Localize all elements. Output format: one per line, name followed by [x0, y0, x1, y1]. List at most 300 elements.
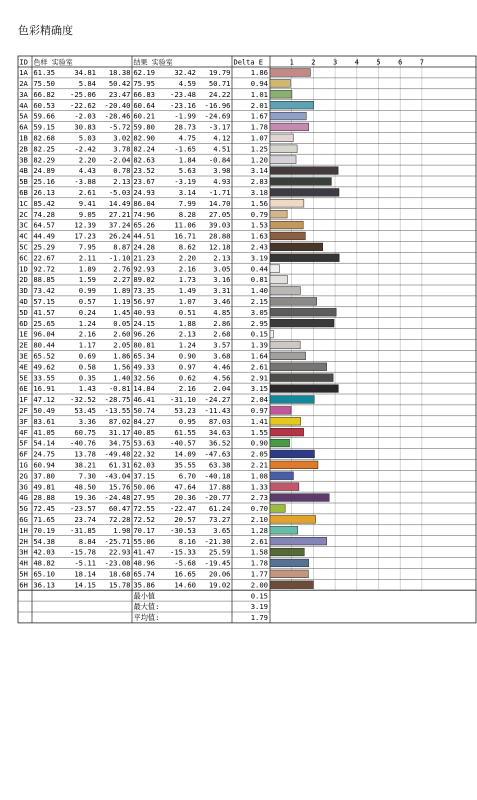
- delta-e-value: 2.61: [250, 362, 268, 372]
- target-lab-value: 48.82: [33, 558, 55, 568]
- row-id: 6C: [19, 253, 28, 263]
- result-lab-value: 27.95: [133, 493, 155, 503]
- target-lab-value: 71.65: [33, 515, 55, 524]
- target-lab-value: 50.42: [108, 79, 131, 88]
- target-lab-value: 37.80: [33, 471, 55, 481]
- row-id: 3B: [19, 155, 28, 165]
- delta-e-bar: [270, 548, 304, 556]
- target-lab-value: 9.41: [78, 198, 96, 208]
- delta-e-value: 0.97: [250, 406, 268, 415]
- result-lab-value: -11.43: [204, 406, 231, 415]
- result-lab-value: 50.74: [133, 406, 155, 415]
- delta-e-value: 1.78: [250, 558, 268, 568]
- target-lab-value: 25.29: [33, 242, 55, 252]
- target-lab-value: 22.93: [108, 547, 131, 557]
- target-lab-value: 74.28: [33, 209, 55, 219]
- delta-e-value: 1.58: [250, 547, 268, 557]
- result-lab-value: 1.73: [178, 275, 196, 285]
- delta-e-value: 3.14: [250, 166, 268, 176]
- delta-e-bar: [270, 123, 309, 131]
- delta-e-value: 1.86: [250, 68, 268, 78]
- row-id: 6E: [19, 384, 28, 394]
- result-lab-value: -21.30: [204, 536, 231, 546]
- target-lab-value: -15.78: [70, 547, 96, 557]
- target-lab-value: -23.08: [104, 558, 131, 568]
- row-id: 3D: [19, 286, 28, 296]
- row-id: 3H: [19, 547, 28, 557]
- result-lab-value: 28.73: [174, 122, 196, 132]
- delta-e-value: 1.39: [250, 340, 268, 350]
- target-lab-value: 49.81: [33, 482, 55, 492]
- result-lab-value: 4.59: [178, 79, 196, 88]
- target-lab-value: 2.13: [113, 177, 131, 187]
- result-lab-value: -1.99: [174, 111, 196, 121]
- result-lab-value: 24.22: [208, 89, 231, 99]
- result-lab-value: 0.95: [178, 416, 196, 426]
- delta-e-value: 2.91: [250, 373, 268, 383]
- summary-value: 1.79: [250, 613, 268, 623]
- result-lab-value: 3.05: [213, 264, 231, 274]
- delta-e-bar: [270, 69, 310, 77]
- delta-e-value: 2.21: [250, 460, 268, 470]
- target-lab-value: 23.74: [74, 515, 96, 524]
- result-lab-value: 1.88: [178, 318, 196, 328]
- delta-e-bar: [270, 417, 301, 425]
- result-lab-value: 1.84: [178, 155, 196, 165]
- target-lab-value: 64.57: [33, 220, 55, 230]
- target-lab-value: 1.17: [78, 340, 96, 350]
- target-lab-value: 82.68: [33, 133, 55, 143]
- result-lab-value: 19.02: [208, 580, 231, 590]
- result-lab-value: 5.63: [178, 166, 196, 176]
- target-lab-value: -25.06: [70, 89, 96, 99]
- result-lab-value: 14.70: [208, 198, 231, 208]
- target-lab-value: 1.45: [113, 307, 131, 317]
- delta-e-value: 3.15: [250, 384, 268, 394]
- target-lab-value: 8.87: [113, 242, 131, 252]
- target-lab-value: 5.84: [78, 79, 96, 88]
- delta-e-bar: [270, 232, 305, 240]
- row-id: 3G: [19, 482, 28, 492]
- result-lab-value: 2.13: [213, 253, 231, 263]
- result-lab-value: 75.95: [133, 79, 155, 88]
- result-lab-value: 74.96: [133, 209, 155, 219]
- result-lab-value: -40.57: [170, 438, 196, 448]
- result-lab-value: 61.24: [208, 504, 231, 514]
- target-lab-value: 25.65: [33, 318, 55, 328]
- target-lab-value: -23.57: [70, 504, 96, 514]
- delta-e-value: 3.19: [250, 253, 268, 263]
- delta-e-bar: [270, 407, 291, 415]
- target-lab-value: 5.03: [78, 133, 96, 143]
- target-lab-value: -1.10: [108, 253, 131, 263]
- delta-e-value: 0.90: [250, 438, 268, 448]
- delta-e-bar: [270, 472, 293, 480]
- delta-e-bar: [270, 450, 314, 458]
- target-lab-value: 47.12: [33, 395, 55, 405]
- target-lab-value: 3.36: [78, 416, 96, 426]
- result-lab-value: 7.99: [178, 198, 196, 208]
- delta-e-bar: [270, 570, 308, 578]
- result-lab-value: 3.57: [213, 340, 231, 350]
- result-lab-value: -1.65: [174, 144, 196, 154]
- result-lab-value: 46.41: [133, 395, 155, 405]
- target-lab-value: 53.45: [74, 406, 96, 415]
- delta-e-value: 3.05: [250, 307, 268, 317]
- result-lab-value: -31.10: [170, 395, 196, 405]
- result-lab-value: 25.59: [208, 547, 231, 557]
- delta-e-value: 2.05: [250, 449, 268, 459]
- target-lab-value: 0.05: [113, 318, 131, 328]
- target-lab-value: 2.11: [78, 253, 96, 263]
- target-lab-value: 87.02: [108, 416, 131, 426]
- delta-e-value: 1.40: [250, 286, 268, 296]
- delta-e-bar: [270, 483, 299, 491]
- result-lab-value: 4.93: [213, 177, 231, 187]
- target-lab-value: 9.05: [78, 209, 96, 219]
- result-lab-value: 60.64: [133, 100, 155, 110]
- target-lab-value: 73.42: [33, 286, 55, 296]
- result-lab-value: 2.86: [213, 318, 231, 328]
- target-lab-value: 30.83: [74, 122, 96, 132]
- result-lab-value: 24.15: [133, 318, 155, 328]
- delta-e-bar: [270, 428, 304, 436]
- target-lab-value: 1.86: [113, 351, 131, 361]
- target-lab-value: 26.13: [33, 188, 55, 197]
- result-lab-value: 4.12: [213, 133, 231, 143]
- target-lab-value: 24.75: [33, 449, 55, 459]
- result-lab-value: 4.56: [213, 373, 231, 383]
- target-lab-value: 34.81: [74, 68, 96, 78]
- target-lab-value: 65.52: [33, 351, 55, 361]
- result-lab-value: 65.34: [133, 351, 155, 361]
- result-lab-value: -0.84: [208, 155, 231, 165]
- target-lab-value: 59.66: [33, 111, 55, 121]
- result-lab-value: 27.05: [208, 209, 231, 219]
- result-lab-value: 24.28: [133, 242, 155, 252]
- row-id: 4H: [19, 558, 28, 568]
- target-lab-value: 33.55: [33, 373, 55, 383]
- target-lab-value: 23.47: [108, 89, 131, 99]
- target-lab-value: 0.57: [78, 297, 96, 306]
- row-id: 1F: [19, 395, 28, 405]
- target-lab-value: 61.35: [33, 68, 55, 78]
- delta-e-value: 1.67: [250, 111, 268, 121]
- result-lab-value: 8.28: [178, 209, 196, 219]
- target-lab-value: 37.24: [108, 220, 131, 230]
- row-id: 1A: [19, 68, 28, 78]
- delta-e-bar: [270, 112, 306, 120]
- result-lab-value: 1.07: [178, 297, 196, 306]
- delta-e-bar: [270, 537, 327, 545]
- delta-e-value: 1.25: [250, 144, 268, 154]
- result-lab-value: 37.15: [133, 471, 155, 481]
- result-lab-value: 2.13: [178, 329, 196, 339]
- target-lab-value: 2.61: [78, 188, 96, 197]
- target-lab-value: -28.46: [104, 111, 131, 121]
- target-lab-value: -2.42: [74, 144, 96, 154]
- delta-e-value: 1.77: [250, 569, 268, 579]
- delta-e-bar: [270, 243, 323, 251]
- result-lab-value: 80.81: [133, 340, 155, 350]
- delta-e-bar: [270, 134, 293, 142]
- delta-e-value: 1.55: [250, 427, 268, 437]
- target-lab-value: 1.89: [113, 286, 131, 296]
- target-lab-value: 19.36: [74, 493, 96, 503]
- delta-e-bar: [270, 101, 314, 109]
- result-lab-value: 92.93: [133, 264, 155, 274]
- result-lab-value: 84.27: [133, 416, 155, 426]
- delta-e-bar: [270, 287, 300, 295]
- result-lab-value: -20.77: [204, 493, 231, 503]
- result-lab-value: 53.23: [174, 406, 196, 415]
- target-lab-value: 70.19: [33, 525, 55, 535]
- target-lab-value: -28.75: [104, 395, 131, 405]
- row-id: 2G: [19, 471, 28, 481]
- result-lab-value: 87.03: [208, 416, 231, 426]
- target-lab-value: 60.53: [33, 100, 55, 110]
- target-lab-value: 50.49: [33, 406, 55, 415]
- target-lab-value: 1.59: [78, 275, 96, 285]
- result-lab-value: 96.26: [133, 329, 155, 339]
- row-id: 4D: [19, 297, 28, 306]
- target-lab-value: 83.61: [33, 416, 55, 426]
- row-id: 6B: [19, 188, 28, 197]
- summary-label: 平均值:: [133, 613, 160, 623]
- result-lab-value: 11.06: [174, 220, 196, 230]
- result-lab-value: 50.06: [133, 482, 155, 492]
- result-lab-value: 3.65: [213, 525, 231, 535]
- result-lab-value: 0.51: [178, 307, 196, 317]
- row-id: 4G: [19, 493, 28, 503]
- delta-e-value: 1.78: [250, 122, 268, 132]
- result-lab-value: 0.90: [178, 351, 196, 361]
- result-lab-value: -3.17: [208, 122, 231, 132]
- result-lab-value: 0.62: [178, 373, 196, 383]
- delta-e-value: 1.33: [250, 482, 268, 492]
- scale-tick-label: 7: [419, 58, 425, 67]
- header-target: 色样 实验室: [33, 58, 73, 67]
- row-id: 2F: [19, 406, 28, 415]
- result-lab-value: 23.67: [133, 177, 155, 187]
- result-lab-value: 66.83: [133, 89, 155, 99]
- result-lab-value: 4.85: [213, 307, 231, 317]
- target-lab-value: -22.62: [70, 100, 96, 110]
- result-lab-value: 82.24: [133, 144, 155, 154]
- target-lab-value: 59.15: [33, 122, 55, 132]
- delta-e-value: 0.79: [250, 209, 268, 219]
- delta-e-value: 1.64: [250, 351, 268, 361]
- summary-value: 0.15: [250, 591, 268, 601]
- target-lab-value: 60.75: [74, 427, 96, 437]
- result-lab-value: 65.26: [133, 220, 155, 230]
- header-result: 结果 实验室: [133, 58, 173, 67]
- result-lab-value: 3.14: [178, 188, 196, 197]
- delta-e-value: 3.18: [250, 188, 268, 197]
- row-id: 5E: [19, 373, 28, 383]
- delta-e-value: 2.83: [250, 177, 268, 187]
- result-lab-value: 72.55: [133, 504, 155, 514]
- result-lab-value: 20.36: [174, 493, 196, 503]
- result-lab-value: 20.57: [174, 515, 196, 524]
- row-id: 2D: [19, 275, 28, 285]
- row-id: 3F: [19, 416, 28, 426]
- delta-e-bar: [270, 221, 303, 229]
- result-lab-value: -47.63: [204, 449, 231, 459]
- delta-e-value: 1.28: [250, 525, 268, 535]
- delta-e-bar: [270, 374, 333, 382]
- result-lab-value: 39.03: [208, 220, 231, 230]
- result-lab-value: 3.31: [213, 286, 231, 296]
- row-id: 5G: [19, 504, 28, 514]
- target-lab-value: 22.67: [33, 253, 55, 263]
- result-lab-value: 21.23: [133, 253, 155, 263]
- result-lab-value: 28.88: [208, 231, 231, 241]
- result-lab-value: 2.68: [213, 329, 231, 339]
- delta-e-bar: [270, 210, 287, 218]
- target-lab-value: 75.50: [33, 79, 55, 88]
- result-lab-value: -16.96: [204, 100, 231, 110]
- result-lab-value: 50.71: [208, 79, 231, 88]
- target-lab-value: -43.04: [104, 471, 131, 481]
- delta-e-bar: [270, 145, 297, 153]
- row-id: 5H: [19, 569, 28, 579]
- result-lab-value: 62.03: [133, 460, 155, 470]
- target-lab-value: 72.28: [108, 515, 131, 524]
- target-lab-value: 7.30: [78, 471, 96, 481]
- target-lab-value: 82.25: [33, 144, 55, 154]
- target-lab-value: 82.29: [33, 155, 55, 165]
- row-id: 5A: [19, 111, 28, 121]
- result-lab-value: 86.04: [133, 198, 155, 208]
- target-lab-value: 16.91: [33, 384, 55, 394]
- result-lab-value: 82.90: [133, 133, 155, 143]
- result-lab-value: 2.04: [213, 384, 231, 394]
- target-lab-value: 72.45: [33, 504, 55, 514]
- delta-e-bar: [270, 298, 317, 306]
- target-lab-value: -2.03: [74, 111, 96, 121]
- result-lab-value: 8.16: [178, 536, 196, 546]
- row-id: 4E: [19, 362, 28, 372]
- result-lab-value: 17.88: [208, 482, 231, 492]
- result-lab-value: 40.93: [133, 307, 155, 317]
- result-lab-value: 82.63: [133, 155, 155, 165]
- result-lab-value: 61.55: [174, 427, 196, 437]
- row-id: 3E: [19, 351, 28, 361]
- row-id: 4F: [19, 427, 28, 437]
- target-lab-value: 0.69: [78, 351, 96, 361]
- target-lab-value: 80.44: [33, 340, 55, 350]
- row-id: 5B: [19, 177, 28, 187]
- scale-tick-label: 4: [354, 58, 359, 67]
- target-lab-value: 57.15: [33, 297, 55, 306]
- delta-e-value: 0.70: [250, 504, 268, 514]
- target-lab-value: 7.95: [78, 242, 96, 252]
- target-lab-value: 54.14: [33, 438, 55, 448]
- result-lab-value: -40.18: [204, 471, 231, 481]
- delta-e-bar: [270, 385, 338, 393]
- result-lab-value: 41.47: [133, 547, 155, 557]
- delta-e-bar: [270, 461, 318, 469]
- result-lab-value: 2.16: [178, 384, 196, 394]
- target-lab-value: 0.78: [113, 166, 131, 176]
- target-lab-value: 14.49: [108, 198, 131, 208]
- target-lab-value: 1.24: [78, 318, 96, 328]
- result-lab-value: 55.06: [133, 536, 155, 546]
- row-id: 6H: [19, 580, 28, 590]
- row-id: 1H: [19, 525, 28, 535]
- target-lab-value: 1.19: [113, 297, 131, 306]
- scale-tick-label: 5: [376, 58, 381, 67]
- delta-e-bar: [270, 254, 339, 262]
- target-lab-value: -24.48: [104, 493, 131, 503]
- delta-e-value: 1.41: [250, 416, 268, 426]
- target-lab-value: -49.48: [104, 449, 131, 459]
- result-lab-value: 56.97: [133, 297, 155, 306]
- result-lab-value: 14.60: [174, 580, 196, 590]
- row-id: 5D: [19, 307, 28, 317]
- target-lab-value: -5.72: [108, 122, 131, 132]
- row-id: 4B: [19, 166, 28, 176]
- target-lab-value: 2.60: [113, 329, 131, 339]
- target-lab-value: 0.58: [78, 362, 96, 372]
- target-lab-value: 0.35: [78, 373, 96, 383]
- delta-e-value: 2.61: [250, 536, 268, 546]
- scale-tick-label: 3: [332, 58, 338, 67]
- result-lab-value: 53.63: [133, 438, 155, 448]
- delta-e-bar: [270, 439, 290, 447]
- row-id: 4C: [19, 231, 28, 241]
- row-id: 3A: [19, 89, 28, 99]
- delta-e-bar: [270, 363, 327, 371]
- delta-e-bar: [270, 265, 280, 273]
- result-lab-value: -3.19: [174, 177, 196, 187]
- result-lab-value: 3.68: [213, 351, 231, 361]
- target-lab-value: 3.78: [113, 144, 131, 154]
- row-id: 1G: [19, 460, 28, 470]
- target-lab-value: 61.31: [108, 460, 131, 470]
- result-lab-value: 12.18: [208, 242, 231, 252]
- result-lab-value: -19.45: [204, 558, 231, 568]
- target-lab-value: 24.89: [33, 166, 55, 176]
- result-lab-value: 73.27: [208, 515, 231, 524]
- target-lab-value: -5.03: [108, 188, 131, 197]
- result-lab-value: 32.42: [174, 68, 196, 78]
- target-lab-value: 28.88: [33, 493, 55, 503]
- target-lab-value: 31.17: [108, 427, 131, 437]
- result-lab-value: 8.62: [178, 242, 196, 252]
- result-lab-value: 49.33: [133, 362, 155, 372]
- result-lab-value: 4.51: [213, 144, 231, 154]
- summary-label: 最大值:: [133, 602, 160, 612]
- result-lab-value: 34.63: [208, 427, 231, 437]
- target-lab-value: 66.82: [33, 89, 55, 99]
- target-lab-value: 25.16: [33, 177, 55, 187]
- delta-e-value: 0.44: [250, 264, 268, 274]
- target-lab-value: 92.72: [33, 264, 55, 274]
- row-id: 6A: [19, 122, 28, 132]
- delta-e-value: 1.08: [250, 471, 268, 481]
- delta-e-bar: [270, 526, 298, 534]
- delta-e-value: 2.04: [250, 395, 268, 405]
- delta-e-value: 2.15: [250, 297, 268, 306]
- result-lab-value: 62.19: [133, 68, 155, 78]
- row-id: 5C: [19, 242, 28, 252]
- result-lab-value: 14.09: [174, 449, 196, 459]
- target-lab-value: 38.21: [74, 460, 96, 470]
- delta-e-bar: [270, 178, 331, 186]
- delta-e-bar: [270, 90, 292, 98]
